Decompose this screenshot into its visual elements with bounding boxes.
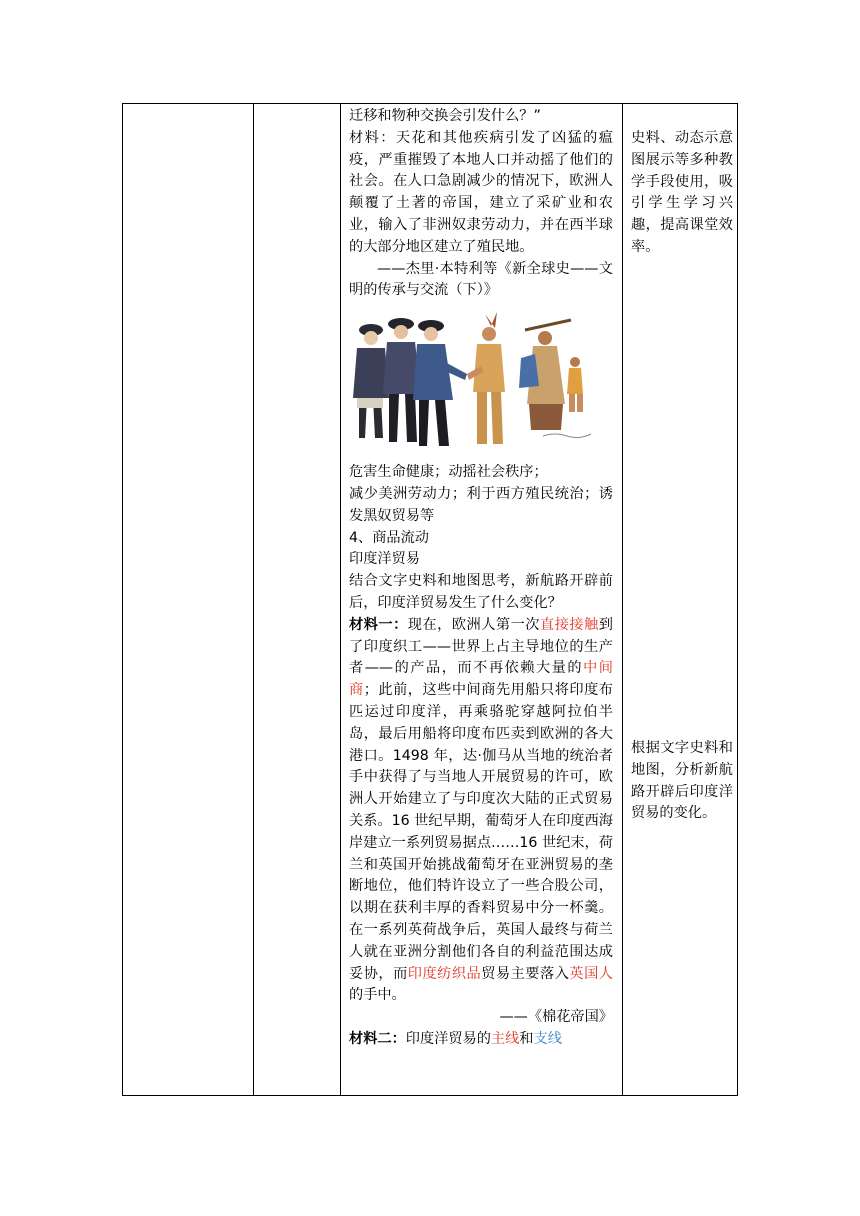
design-note: 根据文字史料和地图，分析新航路开辟后印度洋贸易的变化。 <box>631 740 733 822</box>
answer-text: 危害生命健康；动摇社会秩序； <box>349 464 548 481</box>
highlight-red: 主线 <box>490 1030 520 1047</box>
highlight-red: 中间商 <box>349 660 613 699</box>
question-text: 迁移和物种交换会引发什么？” <box>349 108 541 124</box>
column-divider <box>253 104 254 1095</box>
citation: ——《棉花帝国》 <box>499 1009 613 1026</box>
material-paragraph: 材料：天花和其他疾病引发了凶猛的瘟疫，严重摧毁了本地人口并动摇了他们的社会。在人口急剧减少的情况下，欧洲人颠覆了土著的帝国，建立了采矿业和农业，输入了非洲奴隶劳动力，并在西半球的大部分地区建立了殖民地。 <box>349 129 613 255</box>
subheading: 印度洋贸易 <box>349 551 420 568</box>
section-heading: 4、商品流动 <box>349 529 429 546</box>
content-cell <box>341 104 621 1095</box>
highlight-blue: 支线 <box>533 1030 562 1047</box>
material-one: 材料一：现在，欧洲人第一次直接接触到了印度织工——世界上占主导地位的生产者——的产品，而不再依赖大量的中间商；此前，这些中间商先用船只将印度布匹运过印度洋，再乘骆驼穿越阿拉伯半岛，最后用船将印度布匹卖到欧洲的各大港口。1498 年，达·伽马从当地的统治者手中获得了与当地人开展贸易的许可，欧洲人开始建立了与印度次大陆的正式贸易关系。16 世纪早期，葡萄牙人在印度西海岸建立一系列贸易据点……16 世纪末，荷兰和英国开始挑战葡萄牙在亚洲贸易的垄断地位，他们特许设立了一些合股公司，以期在获利丰厚的香料贸易中分一杯羹。在一系列英荷战争后，英国人最终与荷兰人就在亚洲分割他们各自的利益范围达成妥协，而印度纺织品贸易主要落入英国人的手中。 <box>349 616 613 1004</box>
lesson-table <box>122 103 738 1096</box>
colonial-illustration <box>349 308 605 456</box>
notes-cell <box>623 104 737 1095</box>
design-note: 史料、动态示意图展示等多种教学手段使用，吸引学生学习兴趣，提高课堂效率。 <box>631 130 733 255</box>
highlight-red: 英国人 <box>569 965 613 982</box>
question-text: 结合文字史料和地图思考，新航路开辟前后，印度洋贸易发生了什么变化？ <box>349 573 613 611</box>
highlight-red: 直接接触 <box>540 616 599 633</box>
material-label: 材料一： <box>349 616 408 633</box>
material-two: 材料二：印度洋贸易的主线和支线 <box>349 1030 562 1047</box>
answer-text: 减少美洲劳动力；利于西方殖民统治；诱发黑奴贸易等 <box>349 485 613 524</box>
highlight-red: 印度纺织品 <box>407 965 482 982</box>
citation: ——杰里·本特利等《新全球史——文明的传承与交流（下）》 <box>349 260 613 299</box>
material-label: 材料二： <box>349 1030 406 1047</box>
